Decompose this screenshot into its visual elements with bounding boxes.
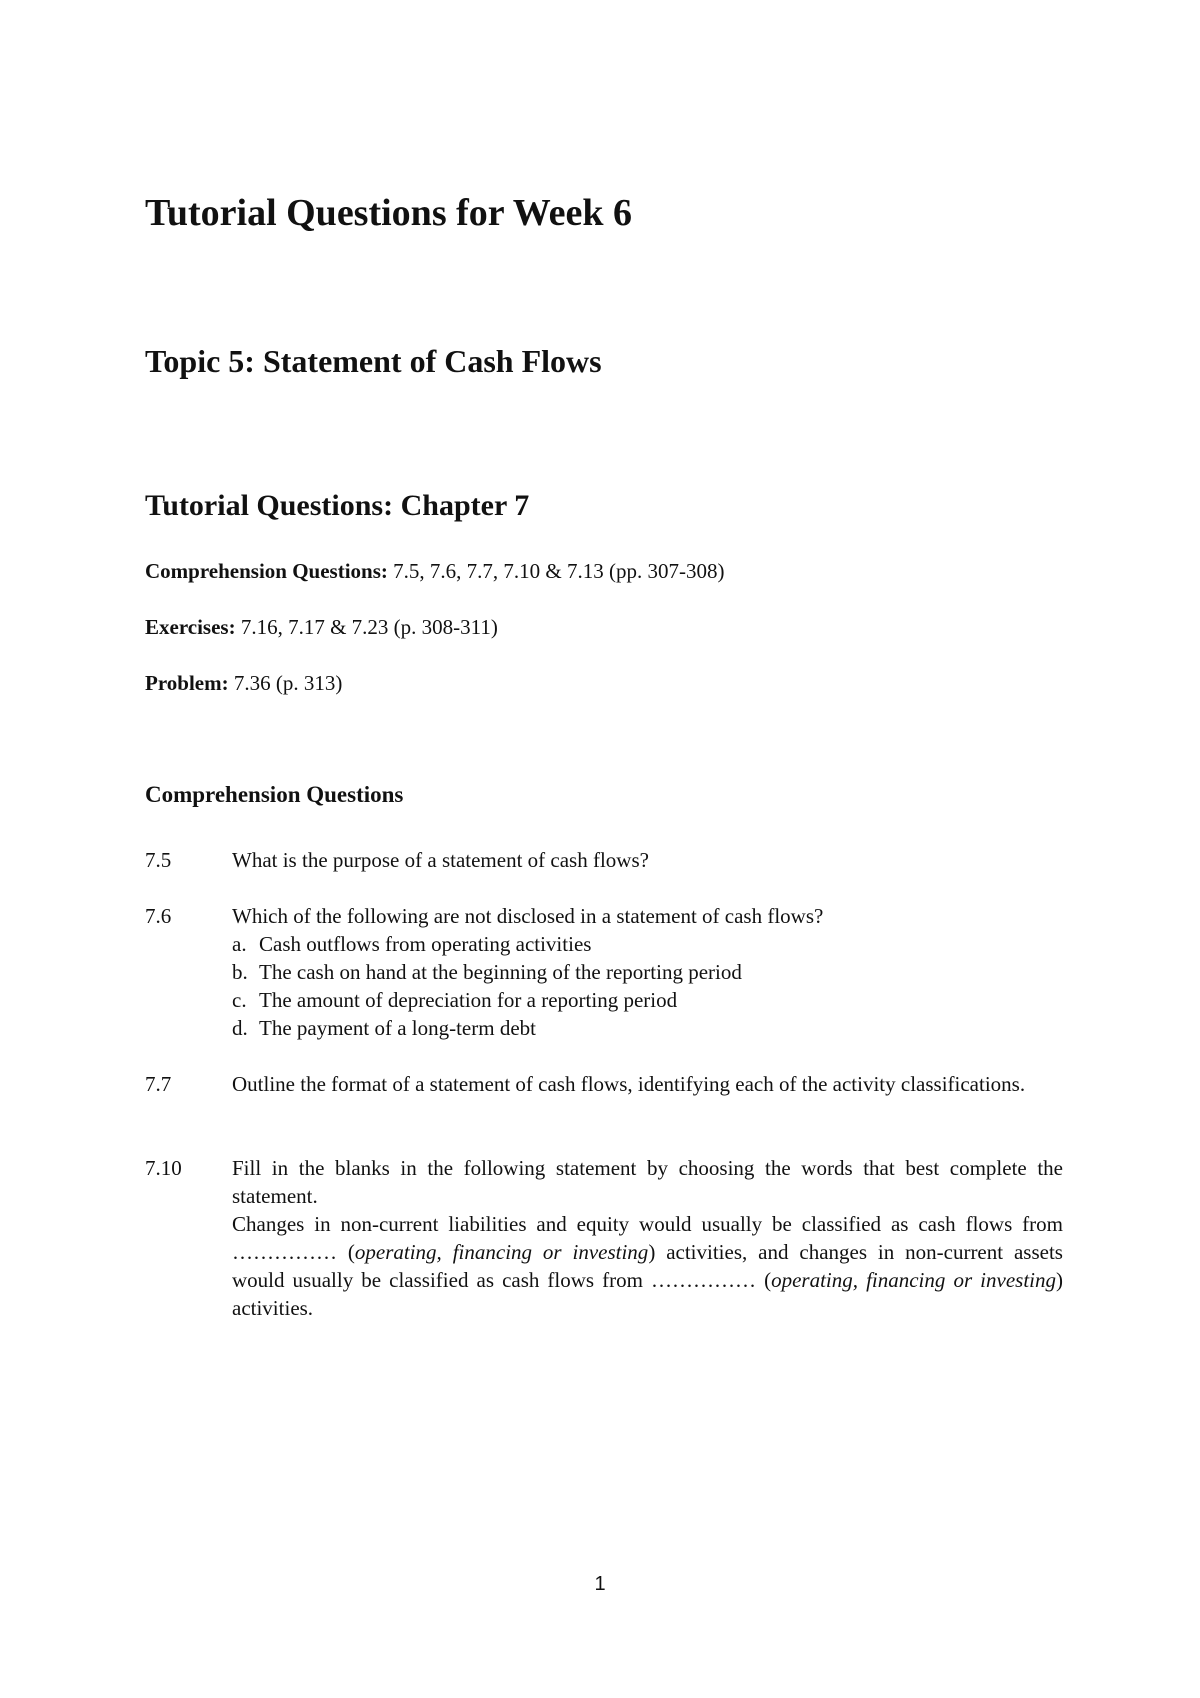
question-text: Fill in the blanks in the following statement by choosing the words that best complete the statement. <box>232 1156 1063 1208</box>
question-number: 7.5 <box>145 848 172 872</box>
option-letter: d. <box>232 1016 248 1040</box>
question-statement <box>232 1210 1063 1322</box>
topic-heading: Topic 5: Statement of Cash Flows <box>145 343 602 379</box>
question-7-5 <box>145 846 1063 874</box>
option-a <box>232 930 1063 958</box>
question-text: Outline the format of a statement of cash flows, identifying each of the activity classifications. <box>232 1072 1026 1096</box>
statement-part: Changes in non-current liabilities and equity would usually be classified as cash flows from …………… ( <box>232 1212 1063 1264</box>
statement-options: operating, financing or investing <box>354 1240 649 1264</box>
statement-options: operating, financing or investing <box>771 1268 1056 1292</box>
question-text: What is the purpose of a statement of cash flows? <box>232 848 649 872</box>
assignment-value: 7.5, 7.6, 7.7, 7.10 & 7.13 (pp. 307-308) <box>387 559 725 583</box>
assignment-problem <box>145 669 342 697</box>
assignment-value: 7.16, 7.17 & 7.23 (p. 308-311) <box>235 615 498 639</box>
question-7-10 <box>145 1154 1063 1322</box>
question-7-6 <box>145 902 1063 1042</box>
question-7-7 <box>145 1070 1063 1098</box>
question-number: 7.6 <box>145 904 172 928</box>
option-d <box>232 1014 1063 1042</box>
statement-part: ) activities. <box>232 1268 1063 1320</box>
option-text: Cash outflows from operating activities <box>259 932 592 956</box>
option-b <box>232 958 1063 986</box>
option-letter: c. <box>232 988 247 1012</box>
section-heading: Comprehension Questions <box>145 782 404 807</box>
question-number: 7.10 <box>145 1156 182 1180</box>
option-text: The payment of a long-term debt <box>259 1016 536 1040</box>
option-c <box>232 986 1063 1014</box>
assignment-label: Comprehension Questions: <box>145 559 388 583</box>
assignment-exercises <box>145 613 498 641</box>
document-title: Tutorial Questions for Week 6 <box>145 192 633 234</box>
question-number: 7.7 <box>145 1072 172 1096</box>
option-text: The amount of depreciation for a reporting period <box>259 988 678 1012</box>
assignment-label: Exercises: <box>145 615 236 639</box>
option-letter: a. <box>232 932 247 956</box>
assignment-comprehension <box>145 557 724 585</box>
question-text: Which of the following are not disclosed in a statement of cash flows? <box>232 904 824 928</box>
statement-part: ) activities, and changes in non-current assets would usually be classified as cash flows from …………… ( <box>232 1240 1063 1292</box>
page-number: 1 <box>594 1573 606 1595</box>
option-text: The cash on hand at the beginning of the reporting period <box>259 960 742 984</box>
assignment-label: Problem: <box>145 671 229 695</box>
option-letter: b. <box>232 960 248 984</box>
assignment-value: 7.36 (p. 313) <box>228 671 343 695</box>
chapter-heading: Tutorial Questions: Chapter 7 <box>145 489 530 522</box>
